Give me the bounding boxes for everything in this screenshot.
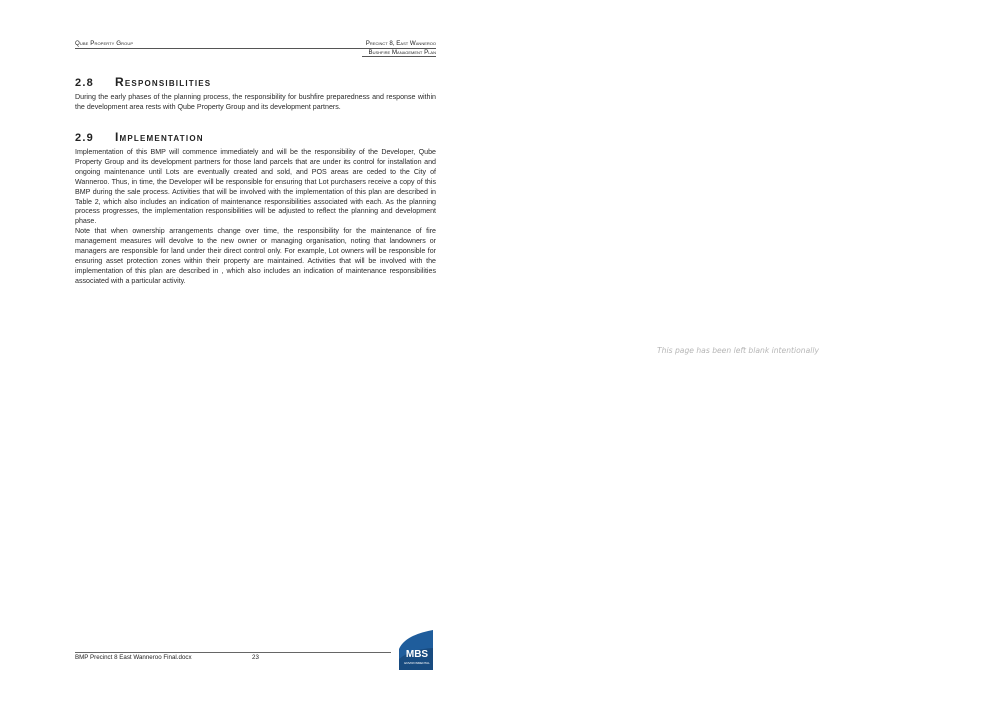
header-right-line1: Precinct 8, East Wanneroo: [365, 40, 436, 47]
header-left: Qube Property Group: [75, 40, 134, 47]
implementation-paragraph-1: Implementation of this BMP will commence immediately and will be the responsibility of the Developer, Qube Property Group and its development partners for those land parcels that are under its control for installation and ongoing maintenance until Lots are eventually created and sold, and POS areas are ceded to the City of Wanneroo. Thus, in time, the Developer will be responsible for ensuring that Lot purchasers receive a copy of this BMP during the sale process. Activities that will be involved with the implementation of this plan are described in Table 2, which also includes an indication of maintenance responsibilities associated with each. As the planning process progresses, the implementation responsibilities will be adjusted to reflect the planning and development phase.: [75, 148, 436, 226]
header-right-line2: Bushfire Management Plan: [368, 49, 436, 56]
mbs-logo: [397, 629, 435, 670]
logo-text: MBS: [405, 649, 429, 660]
section-number: 2.9: [75, 132, 94, 144]
section-title: Implementation: [115, 130, 204, 144]
header-divider-2: [362, 56, 436, 57]
footer-page-number: 23: [252, 654, 259, 661]
section-heading-implementation: [75, 130, 204, 144]
footer-divider: [75, 652, 391, 653]
responsibilities-paragraph: During the early phases of the planning process, the responsibility for bushfire preparedness and response within the development area rests with Qube Property Group and its development partners.: [75, 93, 436, 111]
logo-subtext: ENVIRONMENTAL: [404, 661, 430, 665]
section-heading-responsibilities: [75, 75, 211, 89]
footer-filename: BMP Precinct 8 East Wanneroo Final.docx: [75, 654, 192, 661]
section-title: Responsibilities: [115, 75, 212, 89]
section-number: 2.8: [75, 77, 94, 89]
blank-page-note: This page has been left blank intentionally: [657, 346, 819, 355]
implementation-paragraph-2: Note that when ownership arrangements change over time, the responsibility for the maintenance of fire management measures will devolve to the new owner or managing organisation, noting that landowners or managers are responsible for land under their direct control only. For example, Lot owners will be responsible for ensuring asset protection zones within their property are maintained. Activities that will be involved with the implementation of this plan are described in , which also includes an indication of maintenance responsibilities associated with a particular activity.: [75, 227, 436, 285]
